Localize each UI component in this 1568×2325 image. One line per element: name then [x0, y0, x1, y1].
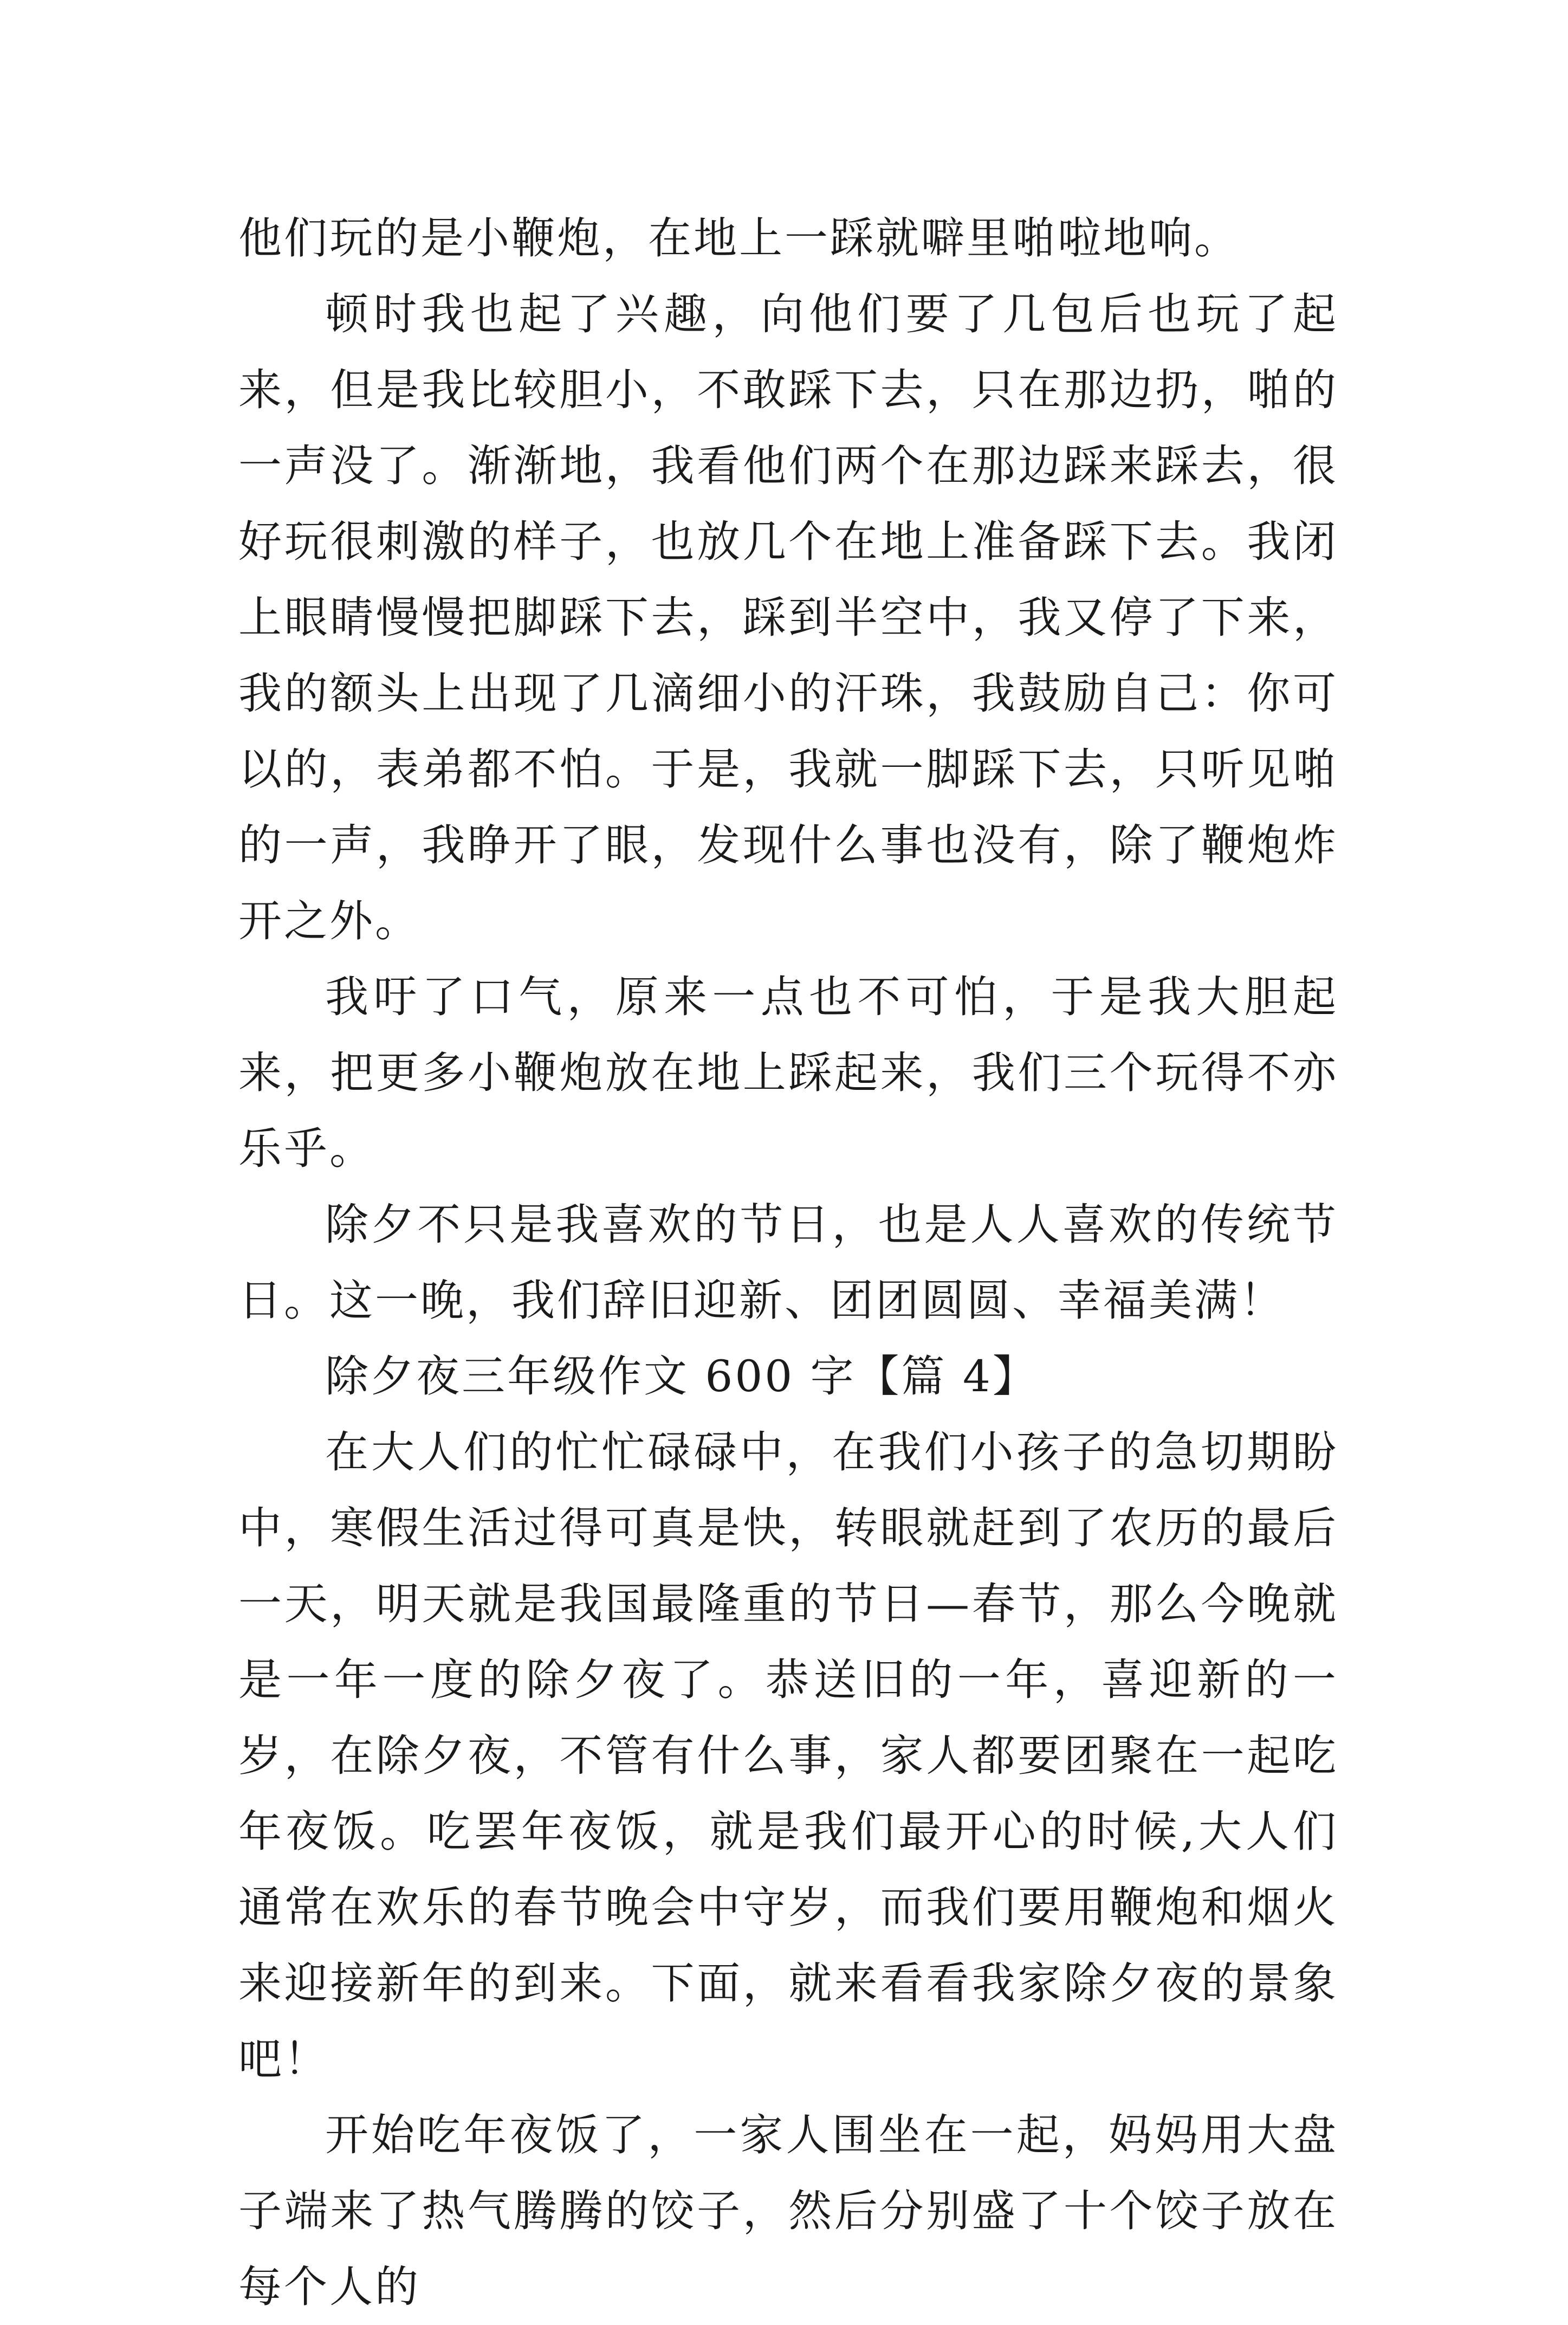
paragraph: 除夕不只是我喜欢的节日，也是人人喜欢的传统节日。这一晚，我们辞旧迎新、团团圆圆、幸福美满！: [238, 1199, 1338, 1326]
paragraph-continued: 他们玩的是小鞭炮，在地上一踩就噼里啪啦地响。: [238, 213, 1240, 263]
paragraph: 开始吃年夜饭了，一家人围坐在一起，妈妈用大盘子端来了热气腾腾的饺子，然后分别盛了十个饺子放在每个人的: [238, 2110, 1338, 2312]
document-body: [238, 201, 1338, 2325]
paragraph: 顿时我也起了兴趣，向他们要了几包后也玩了起来，但是我比较胆小，不敢踩下去，只在那边扔，啪的一声没了。渐渐地，我看他们两个在那边踩来踩去，很好玩很刺激的样子，也放几个在地上准备踩下去。我闭上眼睛慢慢把脚踩下去，踩到半空中，我又停了下来，我的额头上出现了几滴细小的汗珠，我鼓励自己：你可以的，表弟都不怕。于是，我就一脚踩下去，只听见啪的一声，我睁开了眼，发现什么事也没有，除了鞭炮炸开之外。: [238, 289, 1338, 946]
paragraph: 在大人们的忙忙碌碌中，在我们小孩子的急切期盼中，寒假生活过得可真是快，转眼就赶到了农历的最后一天，明天就是我国最隆重的节日—春节，那么今晚就是一年一度的除夕夜了。恭送旧的一年，喜迎新的一岁，在除夕夜，不管有什么事，家人都要团聚在一起吃年夜饭。吃罢年夜饭，就是我们最开心的时候,大人们通常在欢乐的春节晚会中守岁，而我们要用鞭炮和烟火来迎接新年的到来。下面，就来看看我家除夕夜的景象吧！: [238, 1427, 1338, 2084]
section-heading: 除夕夜三年级作文 600 字【篇 4】: [325, 1351, 1038, 1402]
paragraph: 我吁了口气，原来一点也不可怕，于是我大胆起来，把更多小鞭炮放在地上踩起来，我们三个玩得不亦乐乎。: [238, 972, 1338, 1174]
